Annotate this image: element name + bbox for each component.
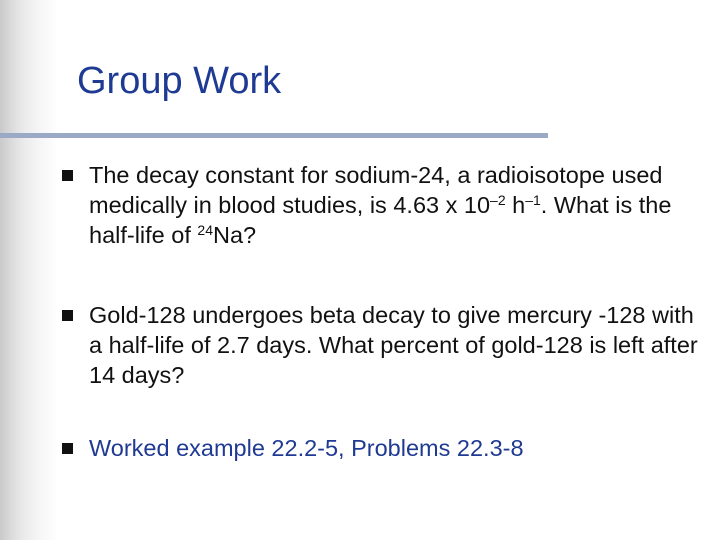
square-bullet-icon — [62, 170, 73, 181]
title-underline — [0, 133, 548, 138]
square-bullet-icon — [62, 443, 73, 454]
bullet-text-part: h — [505, 192, 526, 218]
square-bullet-icon — [62, 310, 73, 321]
bullet-text-part: . What is the half-life of — [89, 192, 672, 248]
mass-number: 24 — [197, 222, 213, 238]
slide-title: Group Work — [77, 60, 282, 102]
bullet-text-part: Na? — [213, 222, 257, 248]
exponent: –2 — [490, 192, 506, 208]
bullet-text-gold: Gold-128 undergoes beta decay to give mercury -128 with a half-life of 2.7 days. What percent of gold-128 is left after 14 days? — [89, 302, 698, 388]
bullet-text-part: The decay constant for sodium-24, a radioisotope used medically in blood studies, is 4.63 x 10 — [89, 162, 663, 218]
bullet-text-sodium — [89, 160, 699, 250]
bullet-text-reference: Worked example 22.2-5, Problems 22.3-8 — [89, 435, 524, 461]
exponent: –1 — [525, 192, 541, 208]
